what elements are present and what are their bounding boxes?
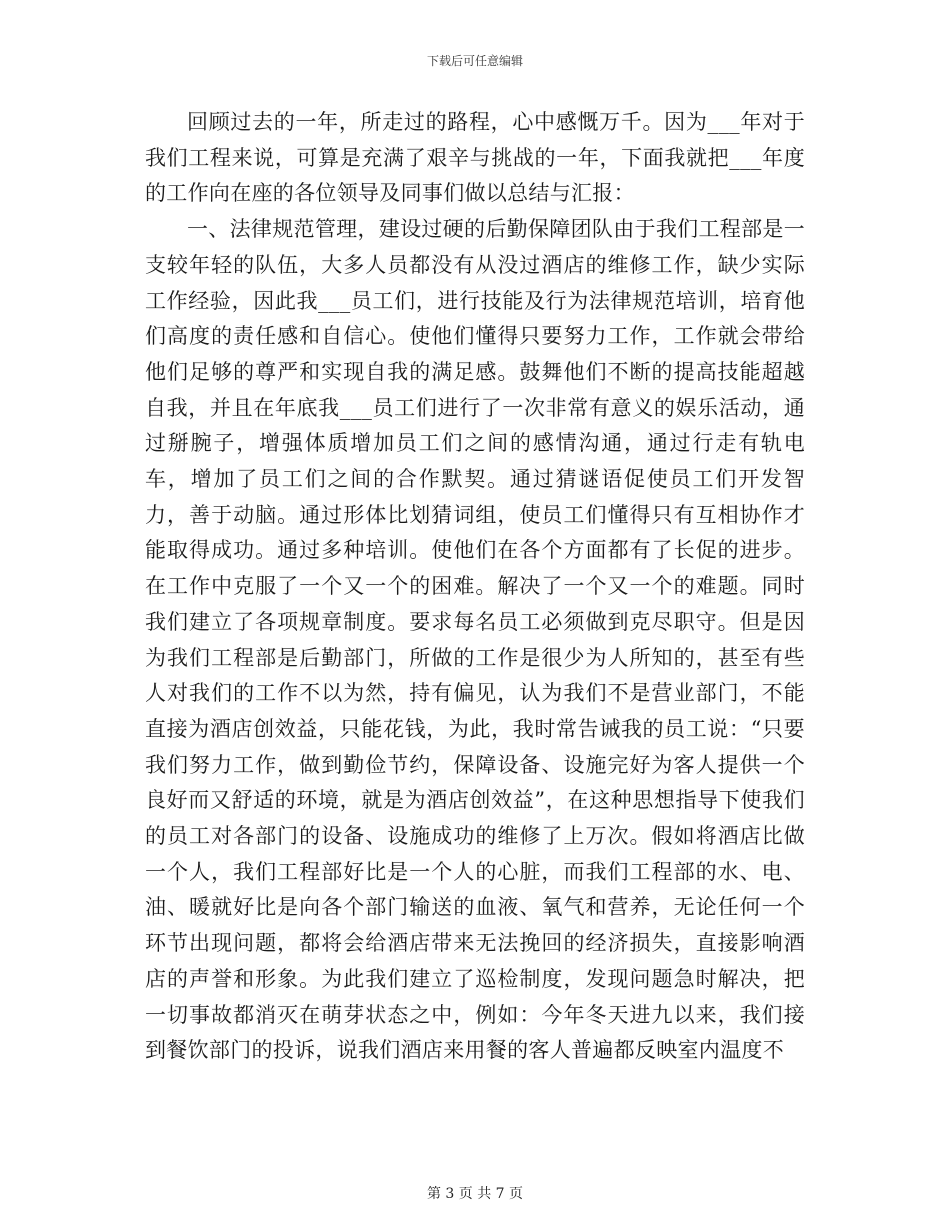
- paragraph-section-one: 一、法律规范管理，建设过硬的后勤保障团队由于我们工程部是一支较年轻的队伍，大多人员都没有从没过酒店的维修工作，缺少实际工作经验，因此我___员工们，进行技能及行为法律规范培训，培育他们高度的责任感和自信心。使他们懂得只要努力工作，工作就会带给他们足够的尊严和实现自我的满足感。鼓舞他们不断的提高技能超越自我，并且在年底我___员工们进行了一次非常有意义的娱乐活动，通过掰腕子，增强体质增加员工们之间的感情沟通，通过行走有轨电车，增加了员工们之间的合作默契。通过猜谜语促使员工们开发智力，善于动脑。通过形体比划猜词组，使员工们懂得只有互相协作才能取得成功。通过多种培训。使他们在各个方面都有了长促的进步。在工作中克服了一个又一个的困难。解决了一个又一个的难题。同时我们建立了各项规章制度。要求每名员工必须做到克尽职守。但是因为我们工程部是后勤部门，所做的工作是很少为人所知的，甚至有些人对我们的工作不以为然，持有偏见，认为我们不是营业部门，不能直接为酒店创效益，只能花钱，为此，我时常告诫我的员工说：“只要我们努力工作，做到勤俭节约，保障设备、设施完好为客人提供一个良好而又舒适的环境，就是为酒店创效益”，在这种思想指导下使我们的员工对各部门的设备、设施成功的维修了上万次。假如将酒店比做一个人，我们工程部好比是一个人的心脏，而我们工程部的水、电、油、暖就好比是向各个部门输送的血液、氧气和营养，无论任何一个环节出现问题，都将会给酒店带来无法挽回的经济损失，直接影响酒店的声誉和形象。为此我们建立了巡检制度，发现问题急时解决，把一切事故都消灭在萌芽状态之中，例如：今年冬天进九以来，我们接到餐饮部门的投诉，说我们酒店来用餐的客人普遍都反映室内温度不: [145, 217, 805, 1063]
- page-header: 下载后可任意编辑: [426, 54, 523, 68]
- page-number: 第 3 页 共 7 页: [426, 1186, 524, 1202]
- paragraph-intro: 回顾过去的一年，所走过的路程，心中感慨万千。因为___年对于我们工程来说，可算是充满了艰辛与挑战的一年，下面我就把___年度的工作向在座的各位领导及同事们做以总结与汇报：: [145, 110, 805, 206]
- document-body: [145, 105, 805, 1069]
